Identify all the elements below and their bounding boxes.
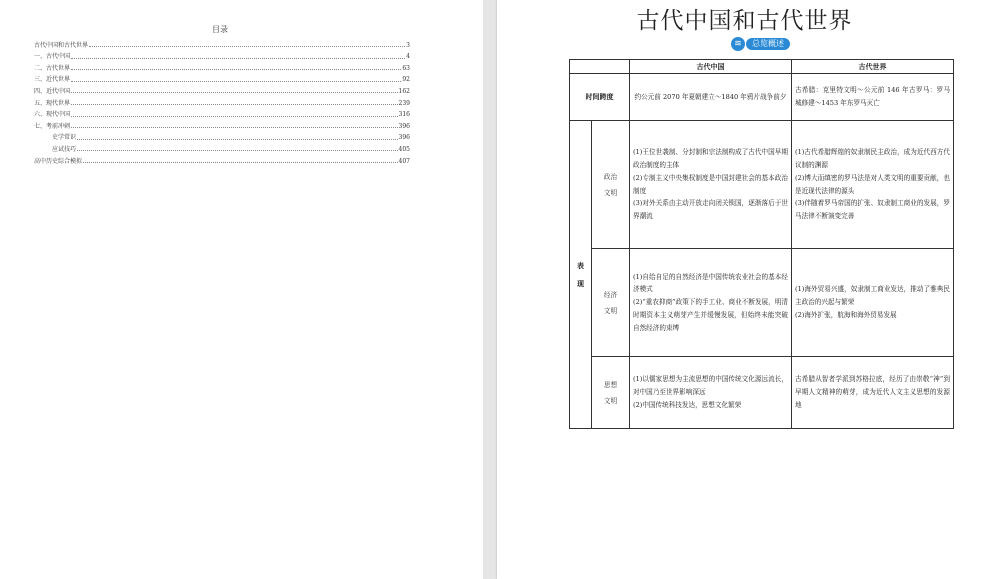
toc-leader-dots (77, 149, 398, 151)
toc-entry-page: 162 (398, 87, 410, 95)
table-row (570, 121, 954, 249)
toc-entry[interactable] (34, 153, 410, 165)
toc-entry-title: 高中历史综合模拟 (34, 157, 83, 165)
list-item: (2)博大而缜密的罗马法是对人类文明的重要贡献，也是近现代法律的源头 (795, 173, 950, 195)
toc-entry[interactable] (34, 60, 410, 72)
overview-badge (731, 37, 790, 51)
row-thought-world (792, 357, 954, 429)
toc-entry-page: 63 (402, 64, 410, 72)
toc-entry[interactable] (34, 49, 410, 61)
toc-entry-title: 六、现代中国 (34, 111, 71, 119)
toc-entry-page: 407 (398, 157, 410, 165)
toc-leader-dots (71, 91, 398, 93)
list-item: (1)自给自足的自然经济是中国传统农业社会的基本经济模式 (633, 272, 788, 294)
toc-entry-page: 396 (398, 122, 410, 130)
toc-entry-title: 七、考前冲刺 (34, 122, 71, 130)
toc-leader-dots (71, 57, 405, 59)
list-item: (3)伴随着罗马帝国的扩张、奴隶制工商业的发展，罗马法律不断演变完善 (795, 199, 950, 221)
toc-leader-dots (71, 103, 398, 105)
table-header-row (570, 60, 954, 74)
time-span-world: 古希腊：克里特文明～公元前 146 年古罗马：罗马城修建～1453 年东罗马灭亡 (792, 74, 954, 121)
table-row (570, 357, 954, 429)
toc-entry[interactable] (34, 118, 410, 130)
time-span-china: 约公元前 2070 年夏朝建立～1840 年鸦片战争前夕 (630, 74, 792, 121)
toc-entry-page: 316 (398, 111, 410, 119)
toc-list (34, 37, 410, 165)
header-corner-cell (570, 60, 630, 74)
toc-entry-page: 4 (406, 53, 410, 61)
page-gutter (483, 0, 497, 579)
toc-entry-title: 一、古代中国 (34, 53, 71, 61)
list-item: (1)古代希腊辉煌的奴隶制民主政治，成为近代西方代议制的渊源 (795, 148, 950, 169)
toc-leader-dots (83, 161, 398, 163)
performance-label: 表现 (570, 121, 592, 429)
row-economic-world (792, 249, 954, 357)
list-item: (1)王位世袭制、分封制和宗法制构成了古代中国早期政治制度的主体 (633, 148, 788, 169)
content-page (497, 0, 992, 579)
list-item: 古希腊从智者学派到苏格拉底，经历了由崇敬“神”到早期人文精神的萌芽，成为近代人文主义思想的发源地 (795, 375, 950, 409)
row-political-china (630, 121, 792, 249)
toc-entry-page: 405 (398, 145, 410, 153)
row-label-economic: 经济文明 (592, 249, 630, 357)
toc-entry-title: 三、近代世界 (34, 76, 71, 84)
toc-leader-dots (77, 138, 398, 140)
page-title: 古代中国和古代世界 (636, 8, 853, 34)
row-label-political: 政治文明 (592, 121, 630, 249)
toc-leader-dots (71, 126, 398, 128)
toc-leader-dots (71, 115, 398, 117)
summary-table (569, 59, 954, 429)
time-span-row (570, 74, 954, 121)
row-label-thought: 思想文明 (592, 357, 630, 429)
list-item: (2)中国传统科技发达，思想文化繁荣 (633, 400, 742, 409)
toc-entry-title: 四、近代中国 (34, 87, 71, 95)
row-thought-china (630, 357, 792, 429)
toc-page (0, 0, 483, 579)
row-political-world (792, 121, 954, 249)
toc-entry[interactable] (34, 37, 410, 49)
overview-icon: ≋ (731, 37, 745, 51)
toc-leader-dots (89, 45, 405, 47)
toc-entry-title: 应试技巧 (52, 145, 77, 153)
toc-entry[interactable] (34, 83, 410, 95)
toc-entry-page: 239 (398, 99, 410, 107)
toc-entry[interactable] (34, 141, 410, 153)
toc-title: 目录 (212, 25, 228, 34)
list-item: (2)“重农抑商”政策下的手工业、商业不断发展，明清时期资本主义萌芽产生并缓慢发展，但始终未能突破自然经济的束缚 (633, 298, 788, 332)
toc-entry-title: 二、古代世界 (34, 64, 71, 72)
toc-leader-dots (71, 68, 401, 70)
list-item: (2)专制主义中央集权制度是中国封建社会的基本政治制度 (633, 173, 788, 195)
toc-entry-title: 史学常识 (52, 134, 77, 142)
table-row (570, 249, 954, 357)
toc-entry[interactable] (34, 95, 410, 107)
list-item: (1)海外贸易兴盛，奴隶制工商业发达，推动了雅典民主政治的兴起与繁荣 (795, 285, 950, 307)
header-ancient-world: 古代世界 (792, 60, 954, 74)
toc-entry-page: 92 (402, 76, 410, 84)
time-span-label: 时间跨度 (570, 74, 630, 121)
toc-entry[interactable] (34, 72, 410, 84)
toc-entry-title: 古代中国和古代世界 (34, 41, 89, 49)
overview-label: 总览概述 (746, 38, 790, 50)
list-item: (2)海外扩张，航海和海外贸易发展 (795, 310, 897, 319)
toc-entry[interactable] (34, 107, 410, 119)
toc-entry-title: 五、现代世界 (34, 99, 71, 107)
toc-entry-page: 3 (406, 41, 410, 49)
list-item: (3)对外关系由主动开放走向闭关锁国，逐渐落后于世界潮流 (633, 199, 788, 221)
list-item: (1)以儒家思想为主流思想的中国传统文化源远流长，对中国乃至世界影响深远 (633, 375, 788, 397)
toc-leader-dots (71, 80, 401, 82)
header-ancient-china: 古代中国 (630, 60, 792, 74)
toc-entry[interactable] (34, 130, 410, 142)
toc-entry-page: 396 (398, 134, 410, 142)
row-economic-china (630, 249, 792, 357)
